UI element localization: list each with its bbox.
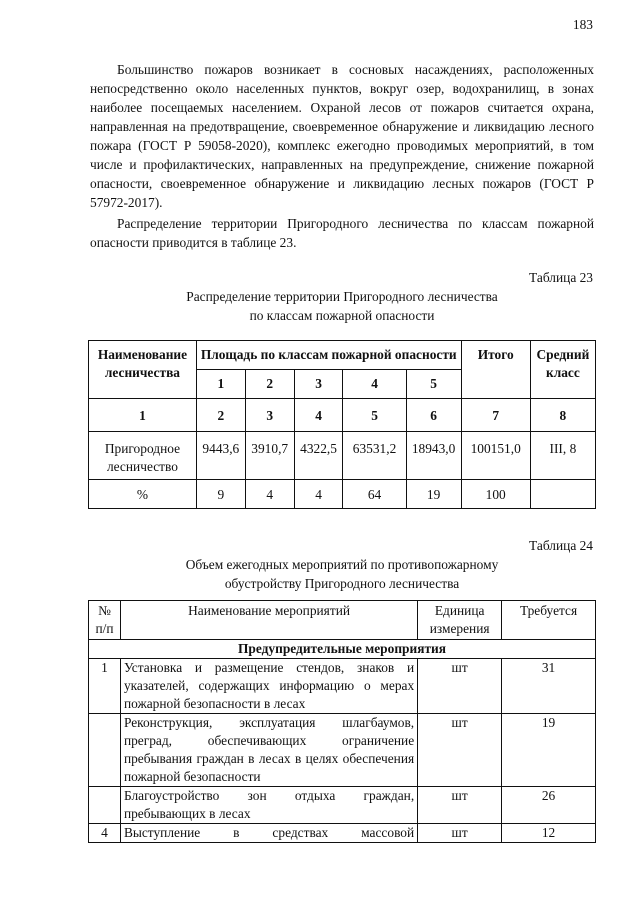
table24-cell-unit: шт — [418, 824, 502, 843]
table23-class-1: 1 — [196, 370, 245, 399]
table-row — [89, 824, 596, 843]
table24-cell-name: Благоустройство зон отдыха граждан, пребывающих в лесах — [120, 787, 417, 824]
table23-colnum: 4 — [294, 399, 343, 432]
table23-cell-total: 100151,0 — [461, 432, 530, 480]
paragraph-table-reference: Распределение территории Пригородного лесничества по классам пожарной опасности приводится в таблице 23. — [90, 216, 594, 250]
table23-header-total: Итого — [461, 341, 530, 399]
table24-cell-required: 12 — [502, 824, 596, 843]
table24-cell-unit: шт — [418, 714, 502, 787]
table23-cell: 4 — [294, 480, 343, 509]
table-row — [89, 432, 596, 480]
table23-cell: 3910,7 — [245, 432, 294, 480]
table23-cell-total: 100 — [461, 480, 530, 509]
table24-header-name: Наименование мероприятий — [120, 601, 417, 640]
table23-colnum: 1 — [89, 399, 197, 432]
table23-cell: 9 — [196, 480, 245, 509]
table24-caption: Таблица 24 — [529, 538, 593, 553]
table23-title-line2: по классам пожарной опасности — [249, 308, 435, 323]
table24-title-line2: обустройству Пригородного лесничества — [224, 576, 460, 591]
table23-cell: 64 — [343, 480, 406, 509]
table24-cell-name: Установка и размещение стендов, знаков и указателей, содержащих информацию о мерах пожарной безопасности в лесах — [120, 659, 417, 714]
table24-section-row — [89, 640, 596, 659]
table23-class-5: 5 — [406, 370, 461, 399]
table23-colnum: 8 — [530, 399, 595, 432]
table23-cell: 9443,6 — [196, 432, 245, 480]
table-row — [89, 659, 596, 714]
table23-class-4: 4 — [343, 370, 406, 399]
table23-cell: 18943,0 — [406, 432, 461, 480]
paragraph-fire-causes: Большинство пожаров возникает в сосновых насаждениях, расположенных непосредственно около населенных пунктов, вокруг озер, водохранилищ, в зонах наиболее посещаемых населением. Охраной лесов от пожаров считается охрана, направленная на предотвращение, своевременное обнаружение и ликвидацию лесного пожара (ГОСТ Р 59058-2020), комплекс ежегодно проводимых мероприятий, в том числе и профилактических, направленных на предупреждение, снижение пожарной опасности, своевременное обнаружение и ликвидацию лесных пожаров (ГОСТ Р 57972-2017). — [90, 62, 594, 210]
table23-cell-avg — [530, 480, 595, 509]
table23-header-avg: Средний класс — [530, 341, 595, 399]
table23-cell: 19 — [406, 480, 461, 509]
table23-cell: 4 — [245, 480, 294, 509]
table23-column-numbers — [89, 399, 596, 432]
table24-cell-required: 26 — [502, 787, 596, 824]
table24-section-title: Предупредительные мероприятия — [89, 640, 596, 659]
table24-fire-prevention-measures — [88, 600, 596, 843]
body-text — [90, 60, 594, 252]
table23-title — [90, 287, 594, 325]
table24-title — [90, 555, 594, 593]
table23-class-3: 3 — [294, 370, 343, 399]
table24-cell-unit: шт — [418, 659, 502, 714]
table23-cell: 4322,5 — [294, 432, 343, 480]
table23-colnum: 5 — [343, 399, 406, 432]
table23-title-line1: Распределение территории Пригородного лесничества — [186, 289, 498, 304]
table24-cell-name: Выступление в средствах массовой — [120, 824, 417, 843]
table23-colnum: 3 — [245, 399, 294, 432]
page-number: 183 — [572, 17, 593, 32]
table23-header-row — [89, 341, 596, 370]
table23-caption: Таблица 23 — [529, 270, 593, 285]
table24-cell-unit: шт — [418, 787, 502, 824]
table24-header-row — [89, 601, 596, 640]
table23-header-name: Наименование лесничества — [89, 341, 197, 399]
table-row — [89, 714, 596, 787]
table24-cell-required: 31 — [502, 659, 596, 714]
table23-colnum: 2 — [196, 399, 245, 432]
table23-class-2: 2 — [245, 370, 294, 399]
table23-colnum: 6 — [406, 399, 461, 432]
table24-title-line1: Объем ежегодных мероприятий по противопожарному — [185, 557, 499, 572]
table23-colnum: 7 — [461, 399, 530, 432]
table23-cell-name: Пригородное лесничество — [89, 432, 197, 480]
table23-cell-name: % — [89, 480, 197, 509]
table24-header-num: № п/п — [89, 601, 121, 640]
table24-cell-num: 4 — [89, 824, 121, 843]
table24-cell-num — [89, 787, 121, 824]
table24-header-required: Требуется — [502, 601, 596, 640]
table23-header-area: Площадь по классам пожарной опасности — [196, 341, 461, 370]
table24-header-unit: Единица измерения — [418, 601, 502, 640]
table23-fire-danger-classes — [88, 340, 596, 509]
table23-cell-avg: III, 8 — [530, 432, 595, 480]
table24-cell-num — [89, 714, 121, 787]
table24-cell-num: 1 — [89, 659, 121, 714]
table24-cell-name: Реконструкция, эксплуатация шлагбаумов, преград, обеспечивающих ограничение пребывания граждан в лесах в целях обеспечения пожарной безопасности — [120, 714, 417, 787]
table23-cell: 63531,2 — [343, 432, 406, 480]
table24-cell-required: 19 — [502, 714, 596, 787]
table-row — [89, 480, 596, 509]
table-row — [89, 787, 596, 824]
